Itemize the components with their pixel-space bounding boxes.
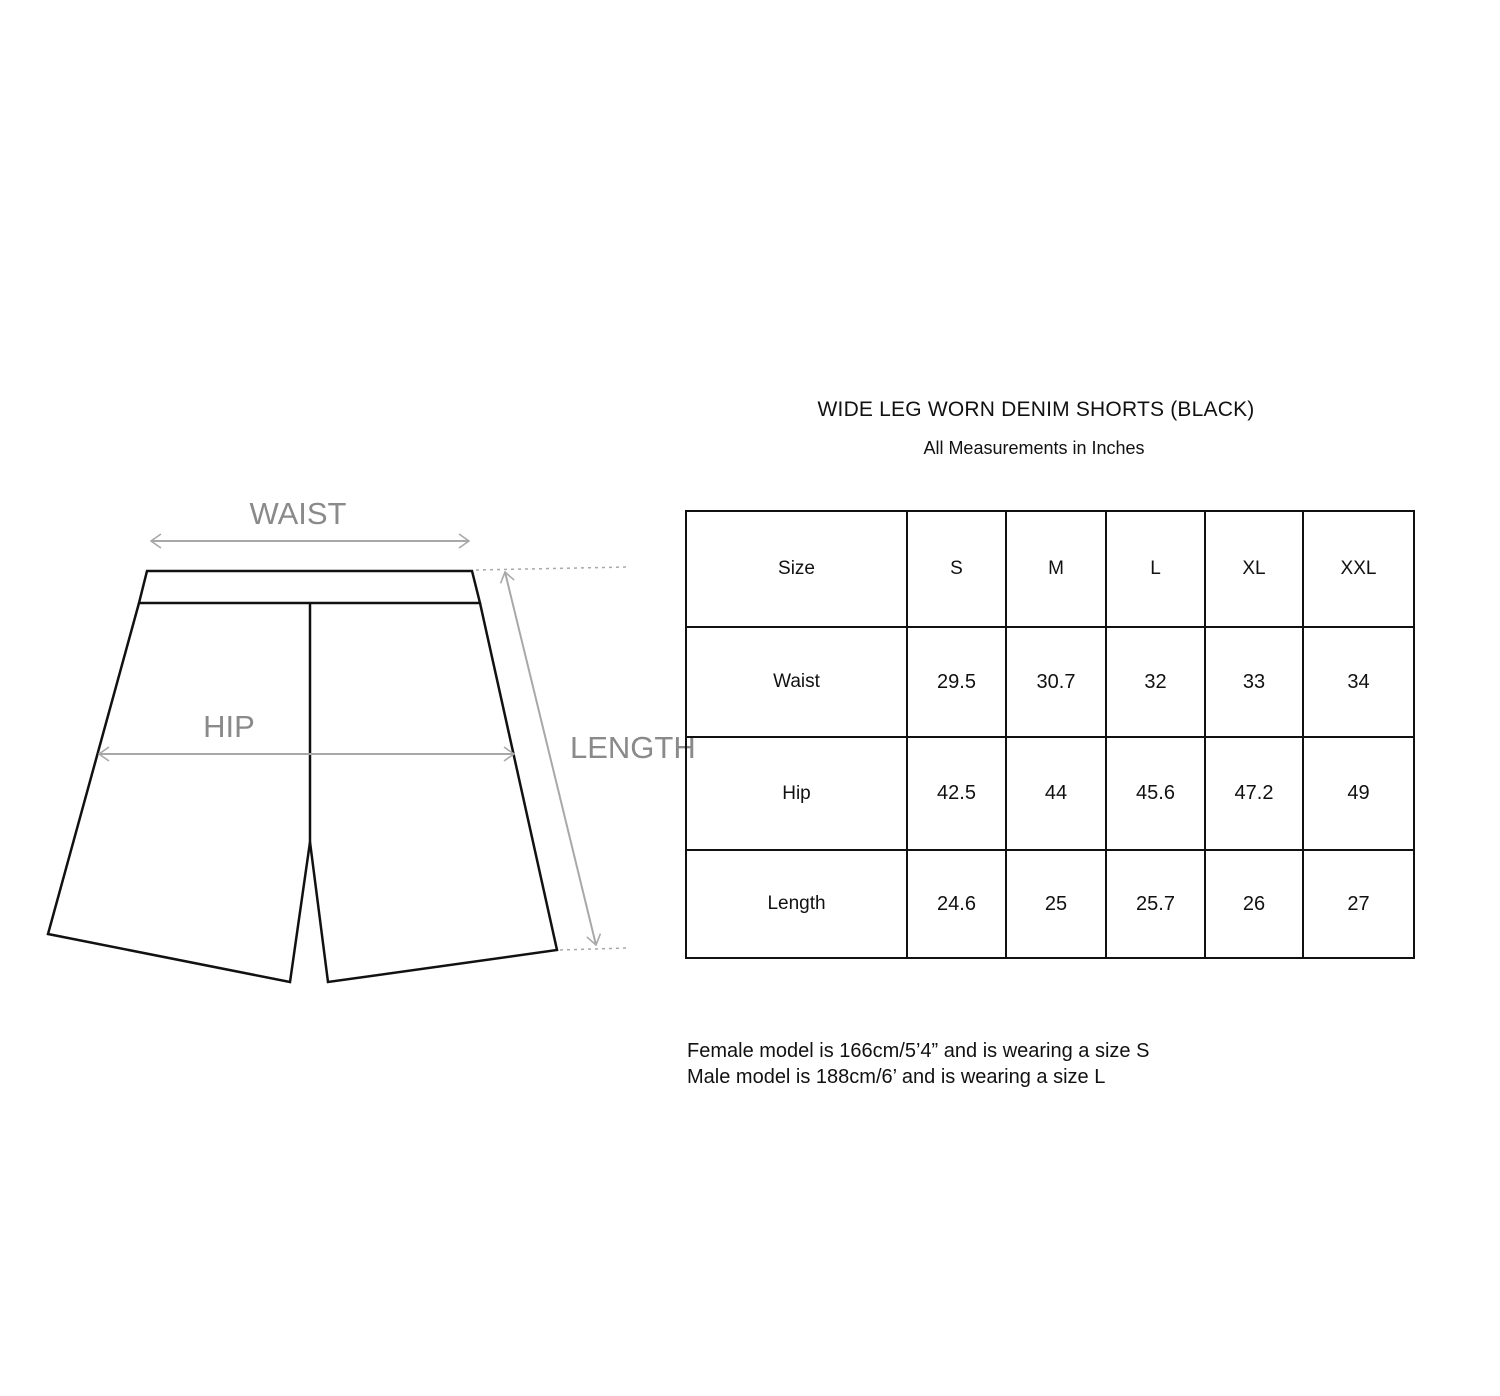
left-leg-outline: [48, 603, 310, 982]
hip-label: HIP: [203, 709, 255, 744]
table-cell: 24.6: [907, 850, 1006, 958]
male-model-note: Male model is 188cm/6’ and is wearing a size L: [687, 1066, 1106, 1088]
table-cell: 32: [1106, 627, 1205, 737]
table-cell: 26: [1205, 850, 1303, 958]
length-top-extension: [476, 567, 628, 570]
table-cell: 33: [1205, 627, 1303, 737]
length-label: LENGTH: [570, 730, 696, 765]
female-model-note: Female model is 166cm/5’4” and is wearing a size S: [687, 1040, 1150, 1062]
waistband-outline: [139, 571, 480, 603]
right-leg-outline: [310, 603, 557, 982]
size-chart-table: [685, 510, 1415, 959]
table-cell: 25.7: [1106, 850, 1205, 958]
header-cell-l: L: [1106, 511, 1205, 627]
header-cell-s: S: [907, 511, 1006, 627]
header-cell-xxl: XXL: [1303, 511, 1414, 627]
table-cell: 44: [1006, 737, 1106, 850]
model-notes: [687, 1038, 1149, 1090]
header-cell-size: Size: [686, 511, 907, 627]
row-label-waist: Waist: [686, 627, 907, 737]
length-bottom-extension: [560, 948, 628, 950]
table-cell: 47.2: [1205, 737, 1303, 850]
table-row-waist: [686, 627, 1414, 737]
table-cell: 42.5: [907, 737, 1006, 850]
table-cell: 45.6: [1106, 737, 1205, 850]
header-cell-xl: XL: [1205, 511, 1303, 627]
table-row-hip: [686, 737, 1414, 850]
table-row-length: [686, 850, 1414, 958]
table-cell: 30.7: [1006, 627, 1106, 737]
table-cell: 25: [1006, 850, 1106, 958]
row-label-length: Length: [686, 850, 907, 958]
waist-label: WAIST: [249, 496, 347, 531]
chart-subtitle: All Measurements in Inches: [923, 438, 1145, 458]
header-cell-m: M: [1006, 511, 1106, 627]
shorts-measurement-diagram: [0, 0, 700, 1396]
table-cell: 27: [1303, 850, 1414, 958]
table-header-row: [686, 511, 1414, 627]
table-cell: 34: [1303, 627, 1414, 737]
table-cell: 29.5: [907, 627, 1006, 737]
table-cell: 49: [1303, 737, 1414, 850]
shorts-outline: [48, 571, 557, 982]
row-label-hip: Hip: [686, 737, 907, 850]
measurement-arrows: [99, 541, 596, 945]
chart-title: WIDE LEG WORN DENIM SHORTS (BLACK): [817, 398, 1255, 421]
